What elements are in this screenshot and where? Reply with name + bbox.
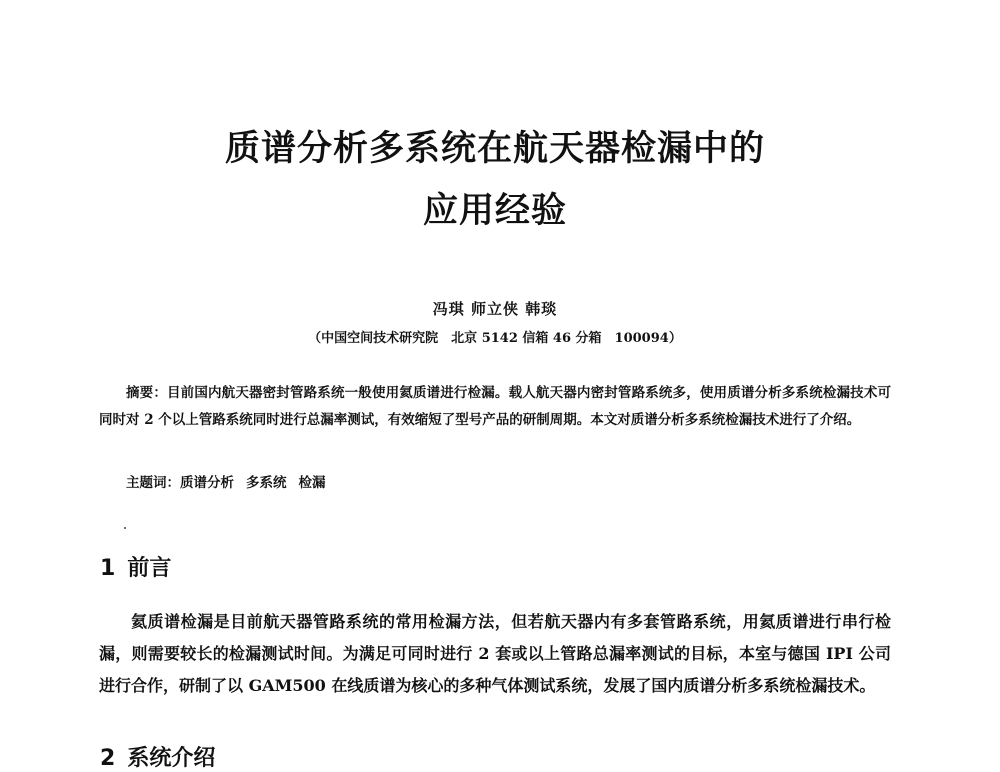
section-number: 2 [100, 746, 116, 771]
section-heading-1 [100, 551, 171, 582]
abstract-text: 目前国内航天器密封管路系统一般使用氦质谱进行检漏。载人航天器内密封管路系统多，使用质谱分析多系统检漏技术可同时对 2 个以上管路系统同时进行总漏率测试，有效缩短了型号产品的研制周期。本文对质谱分析多系统检漏技术进行了介绍。 [99, 385, 892, 428]
keyword-item: 检漏 [298, 475, 326, 491]
keyword-item: 多系统 [246, 475, 287, 491]
paper-title-line-2: 应用经验 [422, 191, 567, 231]
authors: 冯琪 师立侠 韩琰 [432, 300, 558, 318]
stray-mark [124, 527, 126, 529]
section-number: 1 [100, 556, 116, 581]
section-title: 前言 [127, 556, 172, 581]
keywords-label: 主题词： [126, 475, 180, 491]
section-1-paragraph: 氦质谱检漏是目前航天器管路系统的常用检漏方法，但若航天器内有多套管路系统，用氦质谱进行串行检漏，则需要较长的检漏测试时间。为满足可同时进行 2 套或以上管路总漏率测试的目标，本室与德国 IPI 公司进行合作，研制了以 GAM500 在线质谱为核心的多种气体测试系统，发展了国内质谱分析多系统检漏技术。 [99, 612, 891, 695]
affiliation: （中国空间技术研究院 北京 5142 信箱 46 分箱 100094） [308, 331, 682, 346]
keyword-item: 质谱分析 [180, 475, 234, 491]
abstract-label: 摘要： [126, 385, 167, 401]
abstract [99, 380, 891, 434]
keywords [126, 471, 326, 491]
paper-title-line-1: 质谱分析多系统在航天器检漏中的 [224, 129, 765, 169]
section-heading-2 [100, 741, 215, 772]
section-title: 系统介绍 [127, 746, 216, 771]
